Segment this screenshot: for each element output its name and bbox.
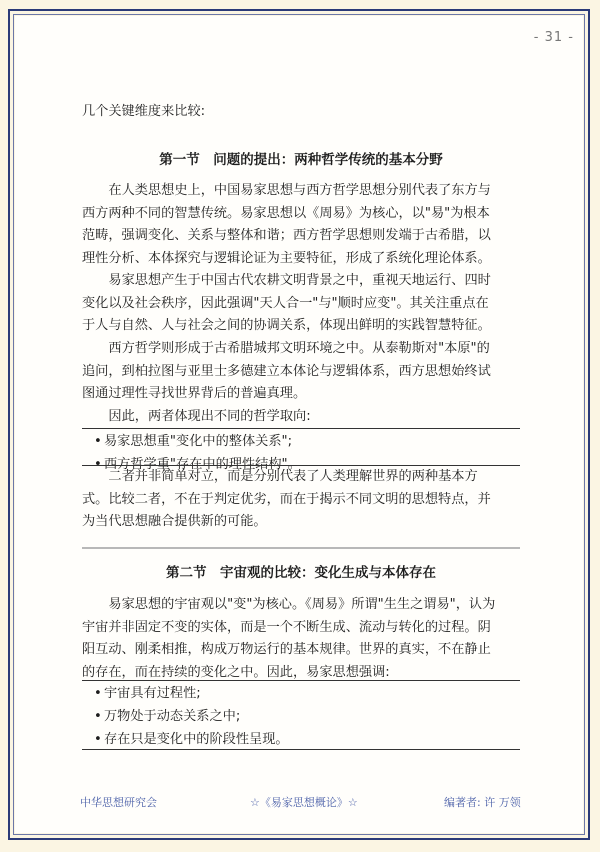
page-number: - 31 - (533, 30, 574, 45)
list-item: • 西方哲学重"存在中的理性结构"。 (94, 457, 301, 472)
section1-paragraph-3 (82, 338, 520, 406)
intro-text: 几个关键维度来比较: (82, 104, 206, 119)
footer-book-title: ☆《易家思想概论》☆ (250, 796, 358, 809)
para-line: 式。比较二者，不在于判定优劣，而在于揭示不同文明的思想特点，并 (82, 491, 491, 507)
para-line: 二者并非简单对立，而是分别代表了人类理解世界的两种基本方 (108, 469, 478, 484)
list-rule (82, 749, 520, 750)
para-line: 宇宙并非固定不变的实体，而是一个不断生成、流动与转化的过程。阴 (82, 619, 491, 635)
para-line: 范畴，强调变化、关系与整体和谐；西方哲学思想则发端于古希腊，以 (82, 228, 491, 244)
para-line: 于人与自然、人与社会之间的协调关系，体现出鲜明的实践智慧特征。 (82, 318, 491, 334)
footer-author: 编著者: 许 万领 (444, 796, 521, 809)
section2-heading: 第二节 宇宙观的比较：变化生成与本体存在 (166, 565, 436, 581)
section1-paragraph-5 (82, 466, 520, 534)
para-line: 的存在，而在持续的变化之中。因此，易家思想强调: (82, 664, 390, 680)
list-item: • 万物处于动态关系之中; (94, 709, 241, 724)
section2-paragraph-1 (82, 594, 520, 684)
para-line: 图通过理性寻找世界背后的普遍真理。 (82, 386, 307, 402)
section-divider (82, 547, 520, 549)
list-rule (82, 680, 520, 681)
para-line: 追问，到柏拉图与亚里士多德建立本体论与逻辑体系，西方思想始终试 (82, 363, 491, 379)
para-line: 易家思想产生于中国古代农耕文明背景之中，重视天地运行、四时 (108, 273, 491, 288)
para-line: 易家思想的宇宙观以"变"为核心。《周易》所谓"生生之谓易"，认为 (108, 597, 496, 612)
list-rule (82, 428, 520, 429)
para-line: 在人类思想史上，中国易家思想与西方哲学思想分别代表了东方与 (108, 183, 491, 198)
para-line: 西方两种不同的智慧传统。易家思想以《周易》为核心，以"易"为根本 (82, 205, 490, 221)
para-line: 理性分析、本体探究与逻辑论证为主要特征，形成了系统化理论体系。 (82, 250, 491, 266)
list-item: • 存在只是变化中的阶段性呈现。 (94, 732, 289, 747)
list-item: • 宇宙具有过程性; (94, 686, 201, 701)
section1-paragraph-1 (82, 180, 520, 270)
para-line: 西方哲学则形成于古希腊城邦文明环境之中。从泰勒斯对"本原"的 (108, 341, 490, 356)
section1-heading: 第一节 问题的提出：两种哲学传统的基本分野 (159, 152, 443, 168)
section2-list (82, 682, 520, 751)
section1-paragraph-2 (82, 270, 520, 338)
list-item: • 易家思想重"变化中的整体关系"; (94, 434, 293, 449)
section1-paragraph-4: 因此，两者体现出不同的哲学取向: (108, 409, 311, 424)
para-line: 为当代思想融合提供新的可能。 (82, 514, 267, 530)
para-line: 阳互动、刚柔相推，构成万物运行的基本规律。世界的真实，不在静止 (82, 642, 491, 658)
footer-organization: 中华思想研究会 (80, 796, 157, 809)
para-line: 变化以及社会秩序，因此强调"天人合一"与"顺时应变"。其关注重点在 (82, 295, 489, 311)
